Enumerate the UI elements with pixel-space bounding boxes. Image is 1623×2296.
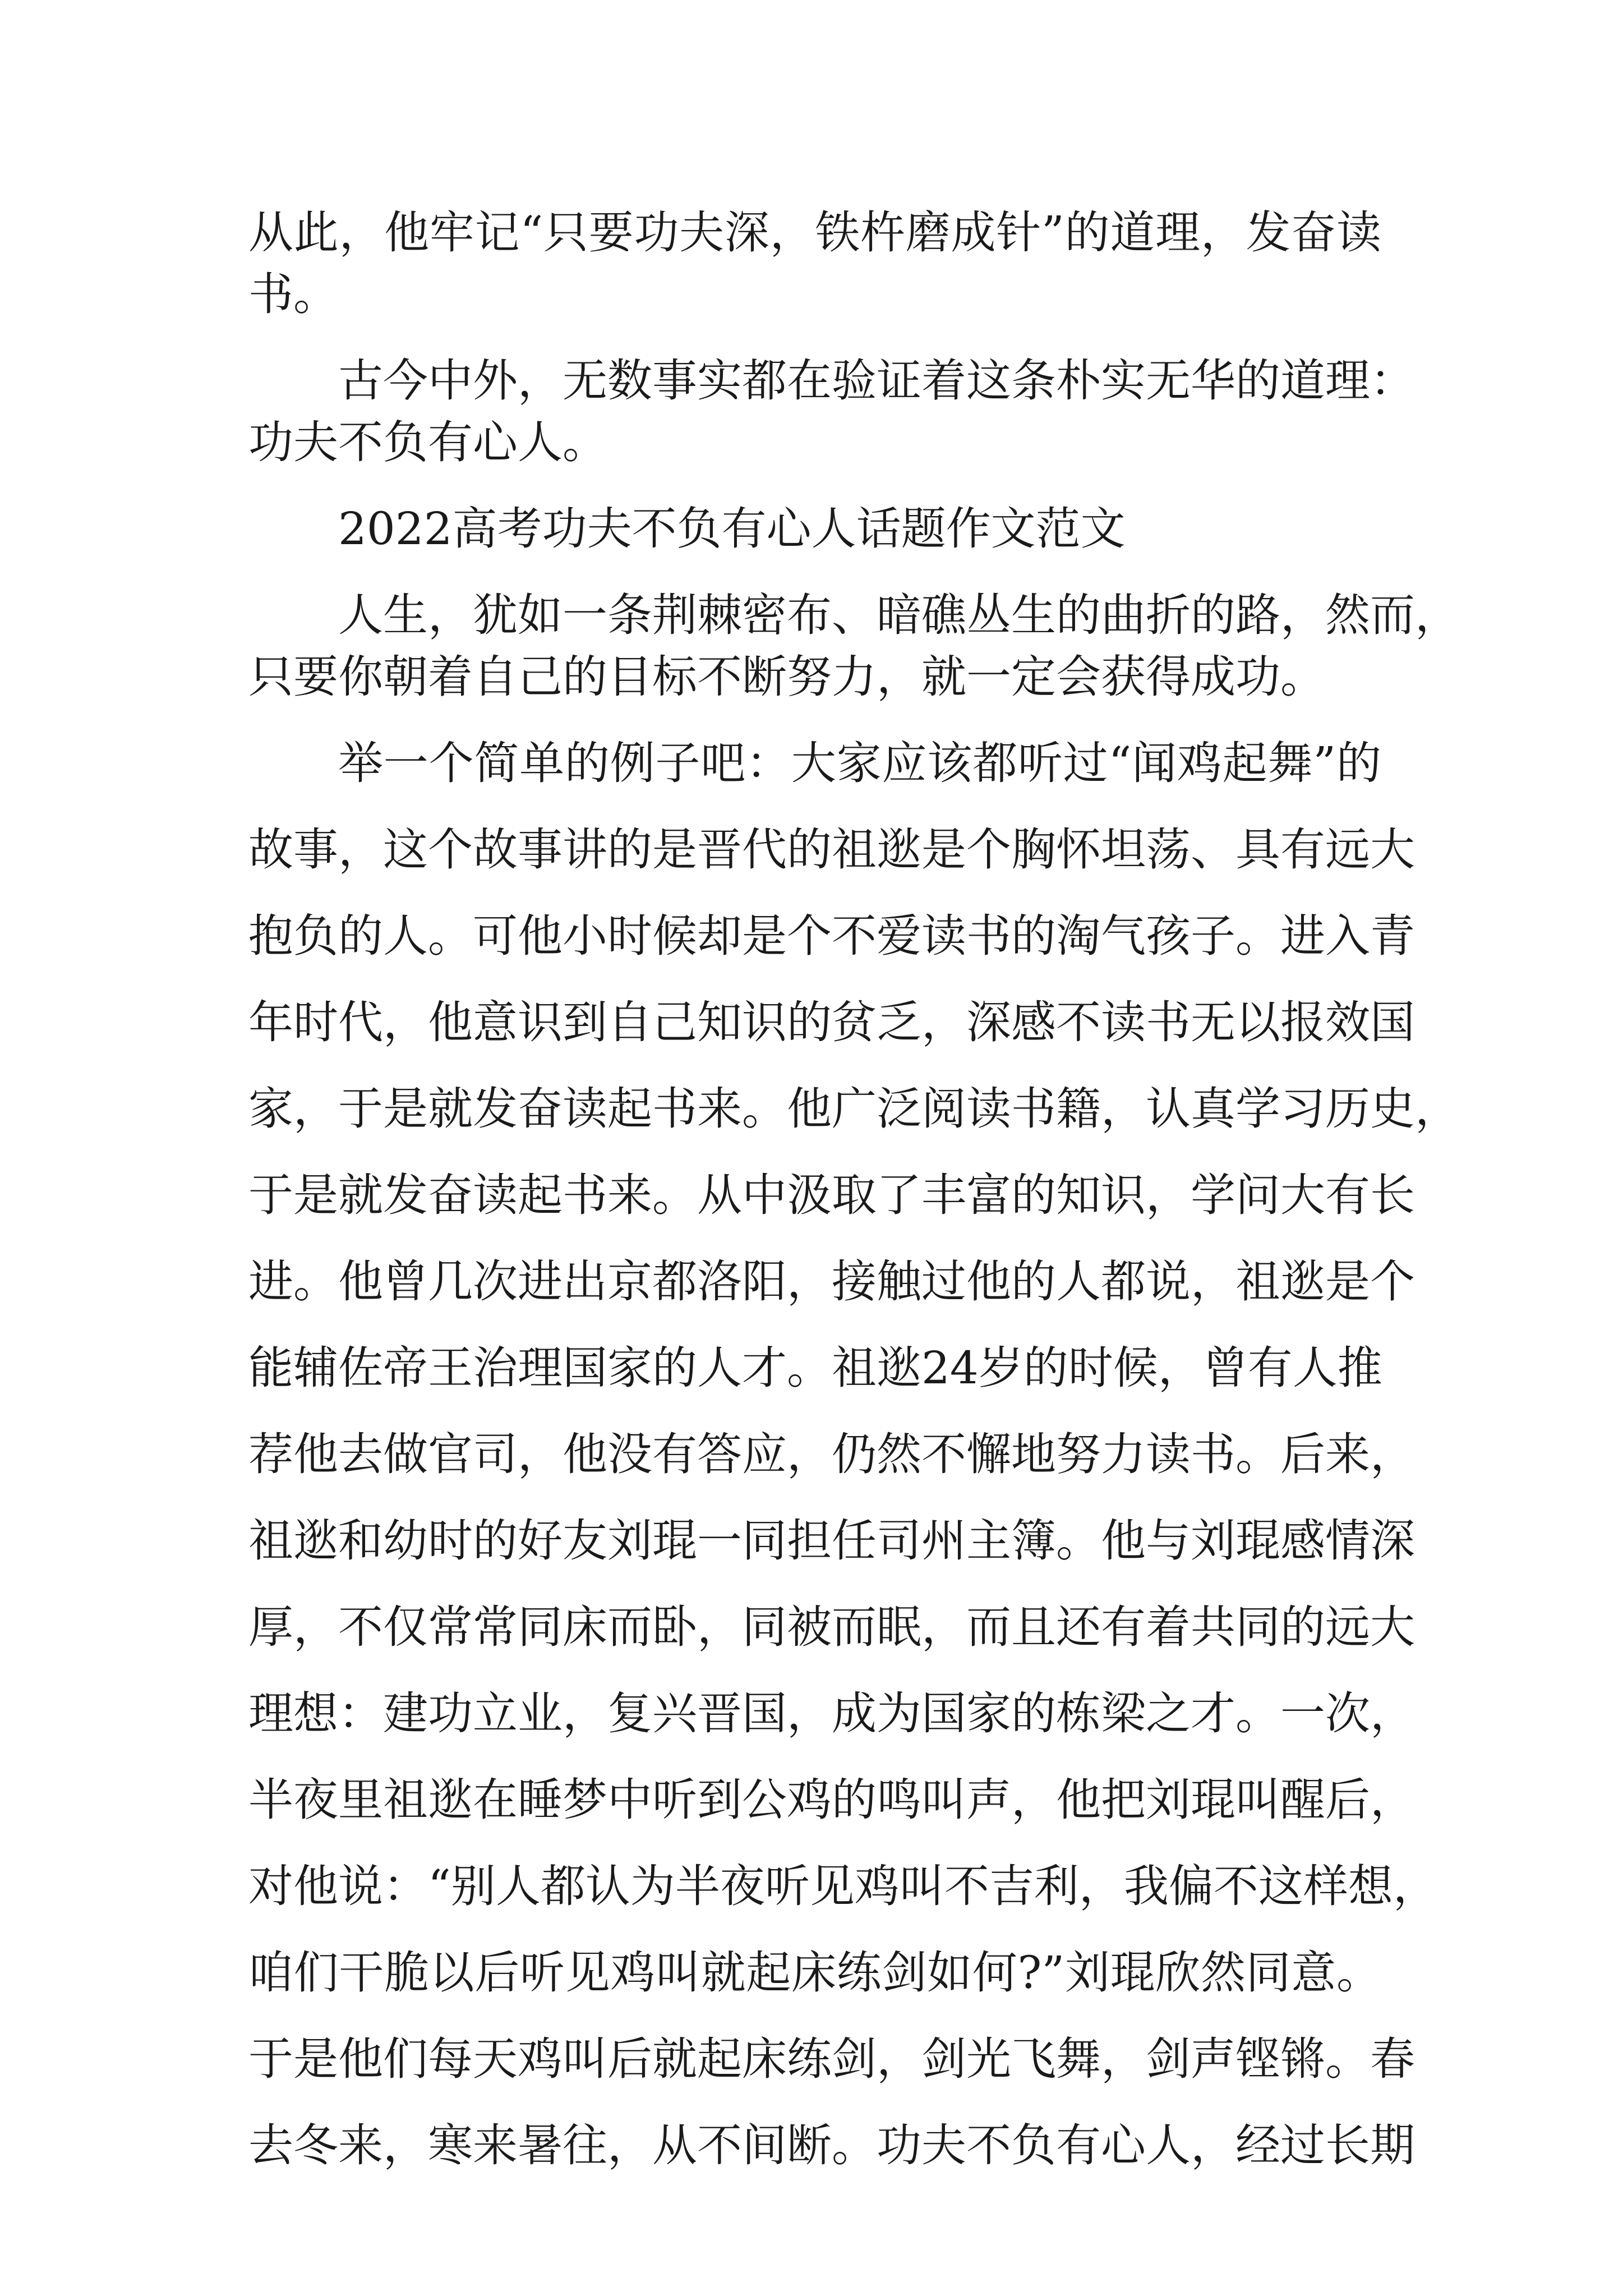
text-line: 于是就发奋读起书来。从中汲取了丰富的知识，学问大有长 <box>248 1169 1415 1221</box>
text-line: 人生，犹如一条荆棘密布、暗礁丛生的曲折的路，然而， <box>338 589 1460 641</box>
text-line: 能辅佐帝王治理国家的人才。祖逖24岁的时候，曾有人推 <box>248 1342 1382 1394</box>
text-line: 进。他曾几次进出京都洛阳，接触过他的人都说，祖逖是个 <box>248 1255 1415 1308</box>
text-line: 从此，他牢记“只要功夫深，铁杵磨成针”的道理，发奋读 <box>248 206 1381 259</box>
text-line: 抱负的人。可他小时候却是个不爱读书的淘气孩子。进入青 <box>248 910 1415 962</box>
text-line: 咱们干脆以后听见鸡叫就起床练剑如何?”刘琨欣然同意。 <box>248 1947 1381 1999</box>
text-line: 去冬来，寒来暑往，从不间断。功夫不负有心人，经过长期 <box>248 2119 1415 2171</box>
text-line: 举一个简单的例子吧：大家应该都听过“闻鸡起舞”的 <box>338 737 1381 789</box>
text-line: 只要你朝着自己的目标不断努力，就一定会获得成功。 <box>248 651 1325 703</box>
text-line: 荐他去做官司，他没有答应，仍然不懈地努力读书。后来， <box>248 1428 1415 1480</box>
text-line: 书。 <box>248 268 338 320</box>
text-line: 厚，不仅常常同床而卧，同被而眠，而且还有着共同的远大 <box>248 1601 1415 1653</box>
text-line: 家，于是就发奋读起书来。他广泛阅读书籍，认真学习历史， <box>248 1083 1460 1135</box>
text-line: 年时代，他意识到自己知识的贫乏，深感不读书无以报效国 <box>248 996 1415 1048</box>
text-line: 祖逖和幼时的好友刘琨一同担任司州主簿。他与刘琨感情深 <box>248 1515 1415 1567</box>
text-line: 功夫不负有心人。 <box>248 416 607 468</box>
text-line: 故事，这个故事讲的是晋代的祖逖是个胸怀坦荡、具有远大 <box>248 823 1415 876</box>
text-line: 对他说：“别人都认为半夜听见鸡叫不吉利，我偏不这样想， <box>248 1860 1438 1912</box>
text-line: 古今中外，无数事实都在验证着这条朴实无华的道理： <box>338 355 1415 407</box>
section-heading: 2022高考功夫不负有心人话题作文范文 <box>338 503 1126 555</box>
text-line: 半夜里祖逖在睡梦中听到公鸡的鸣叫声，他把刘琨叫醒后， <box>248 1774 1415 1826</box>
text-line: 于是他们每天鸡叫后就起床练剑，剑光飞舞，剑声铿锵。春 <box>248 2033 1415 2085</box>
text-line: 理想：建功立业，复兴晋国，成为国家的栋梁之才。一次， <box>248 1687 1415 1740</box>
